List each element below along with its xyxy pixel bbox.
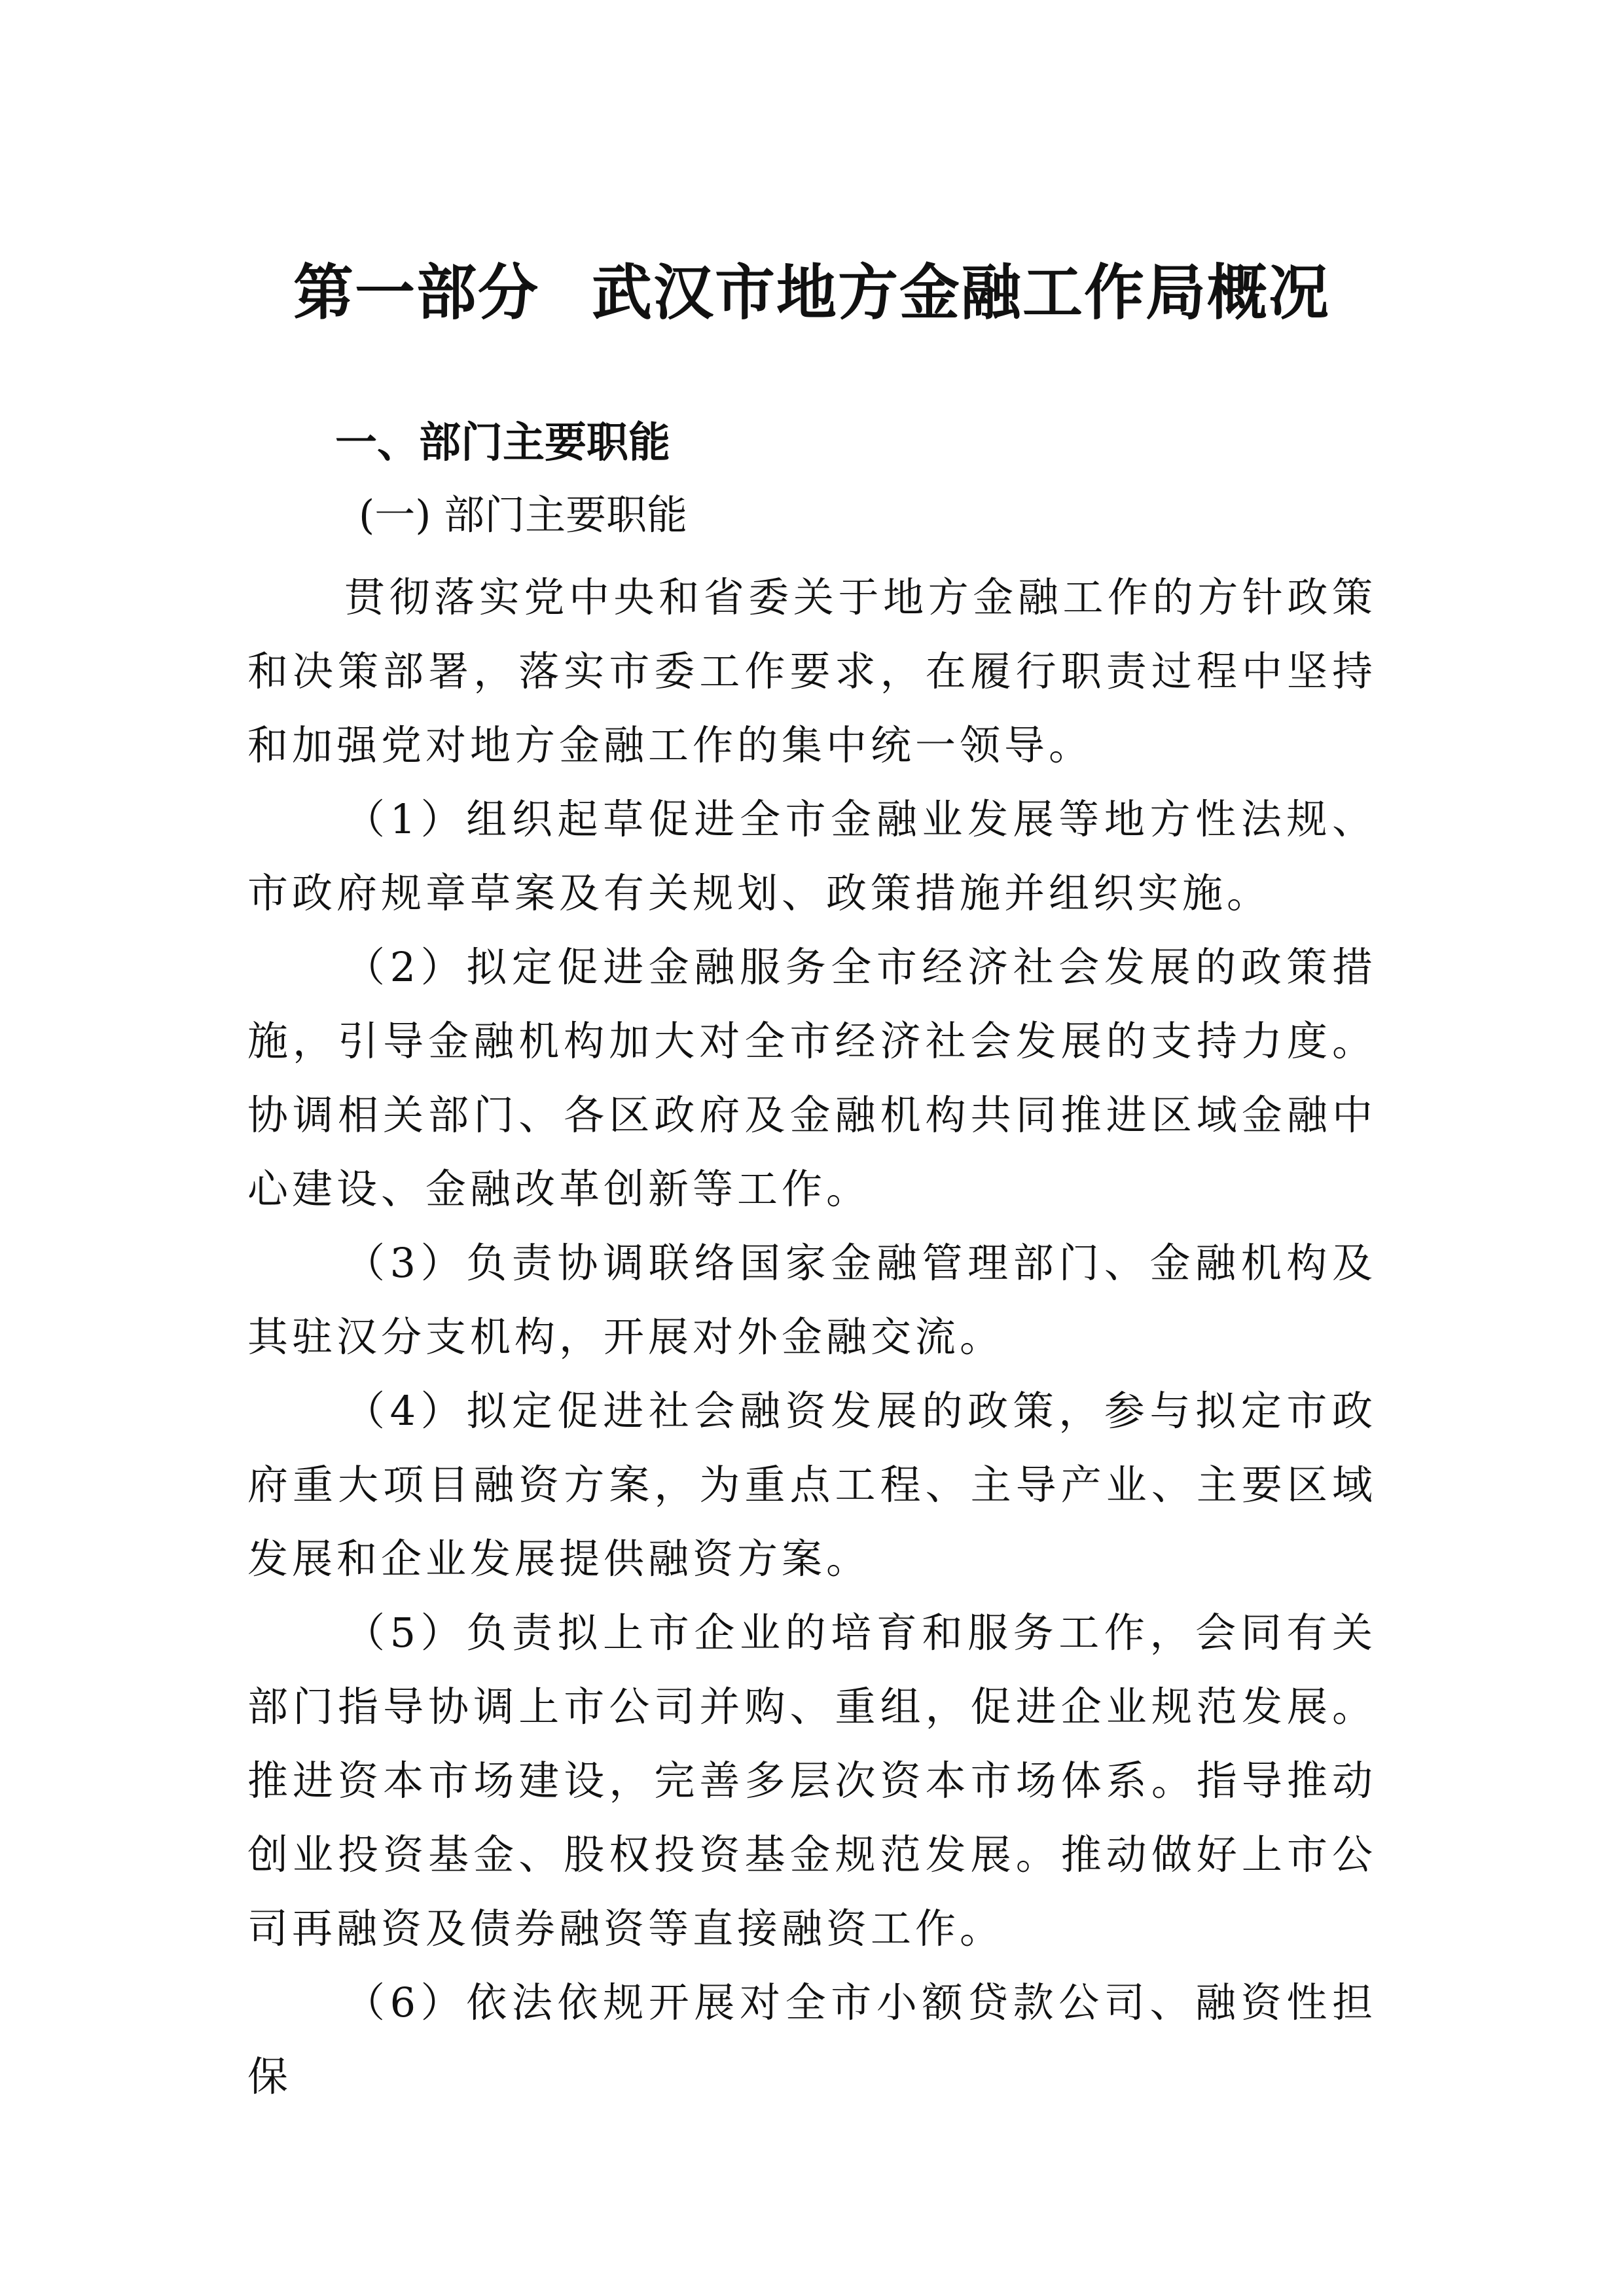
paragraph-item-3: （3）负责协调联络国家金融管理部门、金融机构及其驻汉分支机构，开展对外金融交流。	[247, 1239, 1377, 1361]
body-text	[247, 560, 1377, 2113]
section-heading: 一、部门主要职能	[335, 419, 670, 467]
paragraph-item-2: （2）拟定促进金融服务全市经济社会发展的政策措施，引导金融机构加大对全市经济社会发展的支持力度。协调相关部门、各区政府及金融机构共同推进区域金融中心建设、金融改革创新等工作。	[247, 943, 1377, 1213]
paragraph-item-6: （6）依法依规开展对全市小额贷款公司、融资性担保	[247, 1979, 1377, 2100]
title-part: 第一部分	[293, 258, 539, 328]
page-title	[249, 254, 1375, 332]
subsection-heading: (一) 部门主要职能	[359, 491, 688, 539]
paragraph-item-1: （1）组织起草促进全市金融业发展等地方性法规、市政府规章草案及有关规划、政策措施并组织实施。	[247, 795, 1377, 917]
paragraph-item-4: （4）拟定促进社会融资发展的政策，参与拟定市政府重大项目融资方案，为重点工程、主导产业、主要区域发展和企业发展提供融资方案。	[247, 1387, 1377, 1583]
paragraph-item-5: （5）负责拟上市企业的培育和服务工作，会同有关部门指导协调上市公司并购、重组，促进企业规范发展。推进资本市场建设，完善多层次资本市场体系。指导推动创业投资基金、股权投资基金规范发展。推动做好上市公司再融资及债券融资等直接融资工作。	[247, 1609, 1377, 1952]
paragraph-intro: 贯彻落实党中央和省委关于地方金融工作的方针政策和决策部署，落实市委工作要求，在履行职责过程中坚持和加强党对地方金融工作的集中统一领导。	[247, 573, 1377, 769]
title-main: 武汉市地方金融工作局概况	[592, 258, 1331, 328]
